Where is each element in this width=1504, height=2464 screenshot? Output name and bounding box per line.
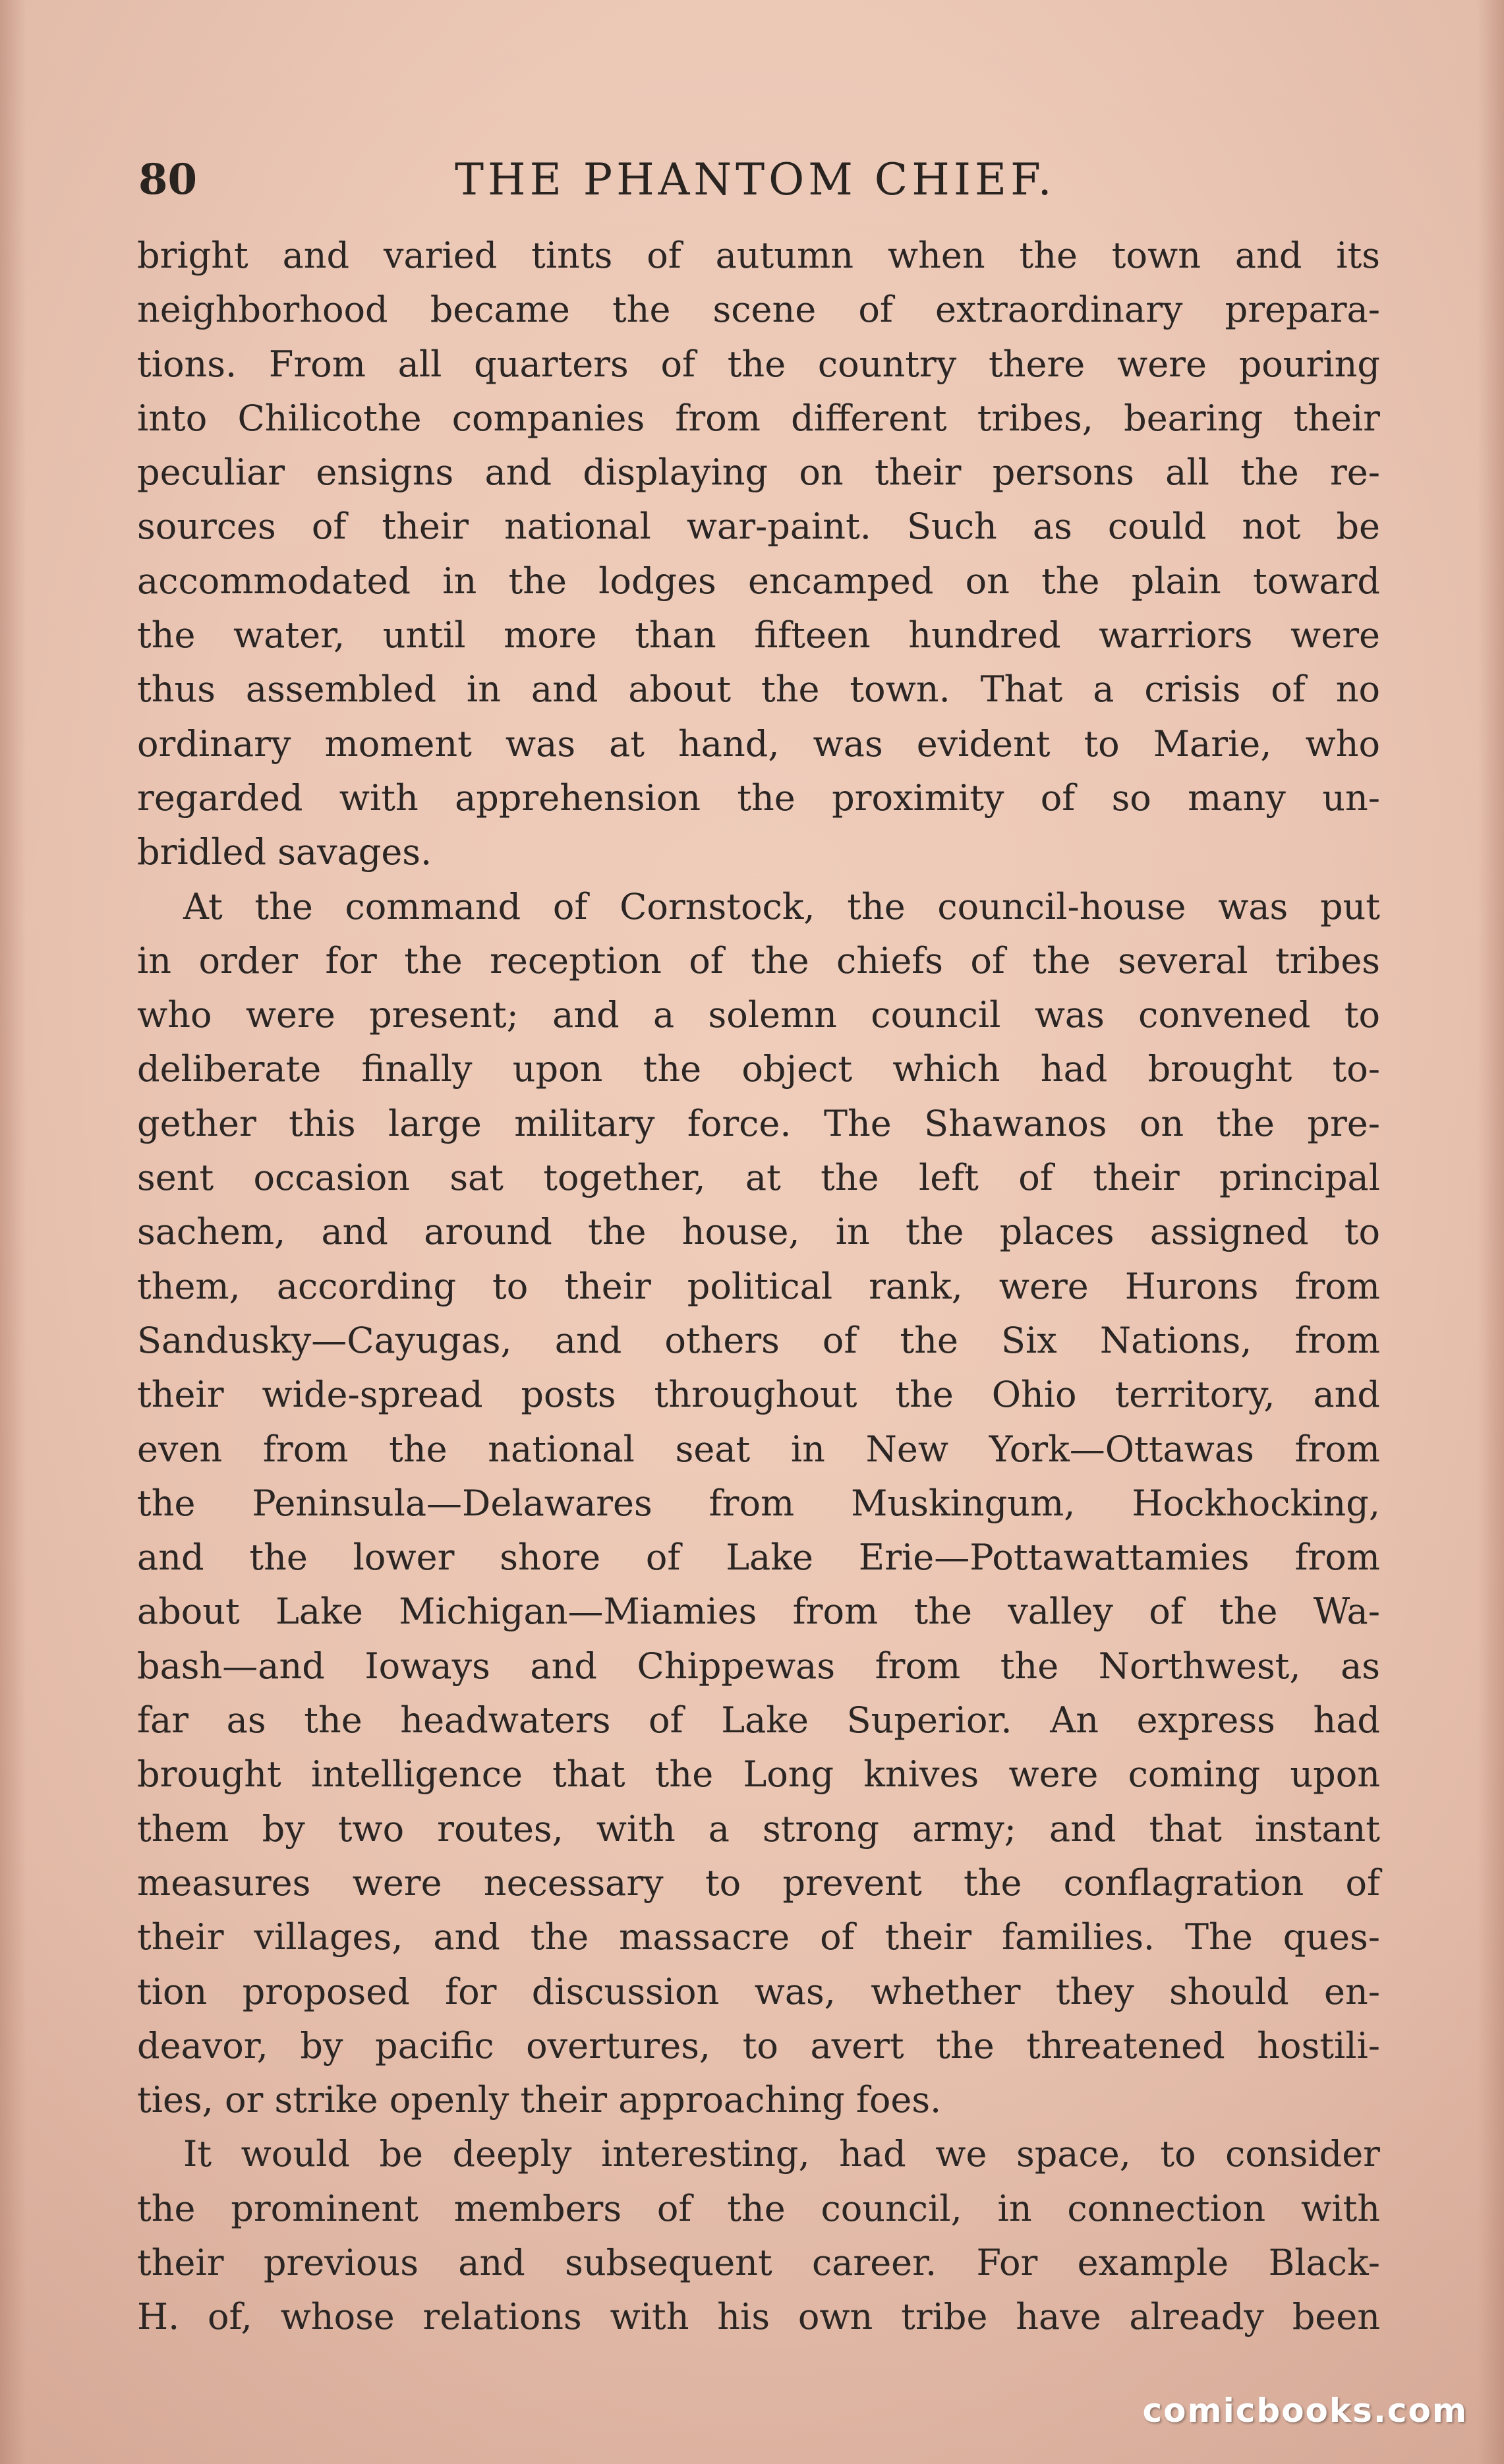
text-line: thus assembled in and about the town. That a crisis of no [137, 668, 1380, 711]
paragraph [137, 2127, 1380, 2344]
text-line: bright and varied tints of autumn when the town and its [137, 235, 1380, 276]
text-line: Sandusky—Cayugas, and others of the Six Nations, from [137, 1319, 1380, 1361]
text-line: the Peninsula—Delawares from Muskingum, Hockhocking, [137, 1482, 1380, 1524]
text-line: about Lake Michigan—Miamies from the valley of the Wa- [137, 1591, 1380, 1633]
running-title: THE PHANTOM CHIEF. [455, 154, 1056, 205]
paragraph [137, 880, 1380, 2128]
text-line: sachem, and around the house, in the places assigned to [137, 1211, 1380, 1253]
text-line: bash—and Ioways and Chippewas from the Northwest, as [137, 1645, 1380, 1687]
text-line: brought intelligence that the Long knives were coming upon [137, 1753, 1380, 1796]
text-line: their wide-spread posts throughout the Ohio territory, and [137, 1374, 1380, 1416]
text-line: them, according to their political rank, were Hurons from [137, 1265, 1380, 1307]
watermark: comicbooks.com [1142, 2391, 1468, 2430]
page-header [138, 150, 1377, 210]
text-line: regarded with apprehension the proximity of so many un- [137, 777, 1380, 819]
text-line: accommodated in the lodges encamped on the plain toward [137, 560, 1380, 602]
text-line: ordinary moment was at hand, was evident to Marie, who [137, 722, 1380, 765]
text-line: tions. From all quarters of the country there were pouring [137, 343, 1380, 385]
text-line: neighborhood became the scene of extraordinary prepara- [137, 289, 1380, 331]
text-line: tion proposed for discussion was, whether they should en- [137, 1970, 1380, 2012]
text-line: sources of their national war-paint. Such as could not be [137, 506, 1380, 548]
page-number: 80 [138, 155, 198, 204]
paragraph [137, 229, 1380, 880]
text-line: into Chilicothe companies from different tribes, bearing their [137, 397, 1380, 439]
text-line: gether this large military force. The Shawanos on the pre- [137, 1102, 1380, 1144]
text-line: their previous and subsequent career. For example Black- [137, 2241, 1380, 2283]
text-line: deliberate finally upon the object which had brought to- [137, 1048, 1380, 1090]
text-line: in order for the reception of the chiefs of the several tribes [137, 939, 1380, 982]
text-line: their villages, and the massacre of their families. The ques- [137, 1916, 1380, 1958]
text-line: At the command of Cornstock, the council-house was put [183, 885, 1380, 927]
text-line: bridled savages. [137, 831, 432, 873]
text-line: measures were necessary to prevent the conflagration of [137, 1862, 1380, 1904]
text-line: deavor, by pacific overtures, to avert the threatened hostili- [137, 2024, 1380, 2067]
text-line: ties, or strike openly their approaching foes. [137, 2079, 942, 2121]
text-line: and the lower shore of Lake Erie—Pottawattamies from [137, 1537, 1380, 1579]
text-line: who were present; and a solemn council was convened to [137, 994, 1380, 1036]
page-edge-right [1478, 0, 1504, 2464]
text-line: H. of, whose relations with his own tribe have already been [137, 2296, 1380, 2338]
text-line: even from the national seat in New York—Ottawas from [137, 1428, 1380, 1470]
text-line: peculiar ensigns and displaying on their persons all the re- [137, 452, 1380, 494]
page-edge-left [0, 0, 26, 2464]
text-line: far as the headwaters of Lake Superior. An express had [137, 1699, 1380, 1742]
text-line: the prominent members of the council, in connection with [137, 2187, 1380, 2229]
text-line: them by two routes, with a strong army; and that instant [137, 1807, 1380, 1850]
text-line: It would be deeply interesting, had we space, to consider [183, 2133, 1380, 2175]
text-line: the water, until more than fifteen hundred warriors were [137, 614, 1380, 657]
text-line: sent occasion sat together, at the left of their principal [137, 1157, 1380, 1199]
body-text [137, 229, 1380, 2345]
